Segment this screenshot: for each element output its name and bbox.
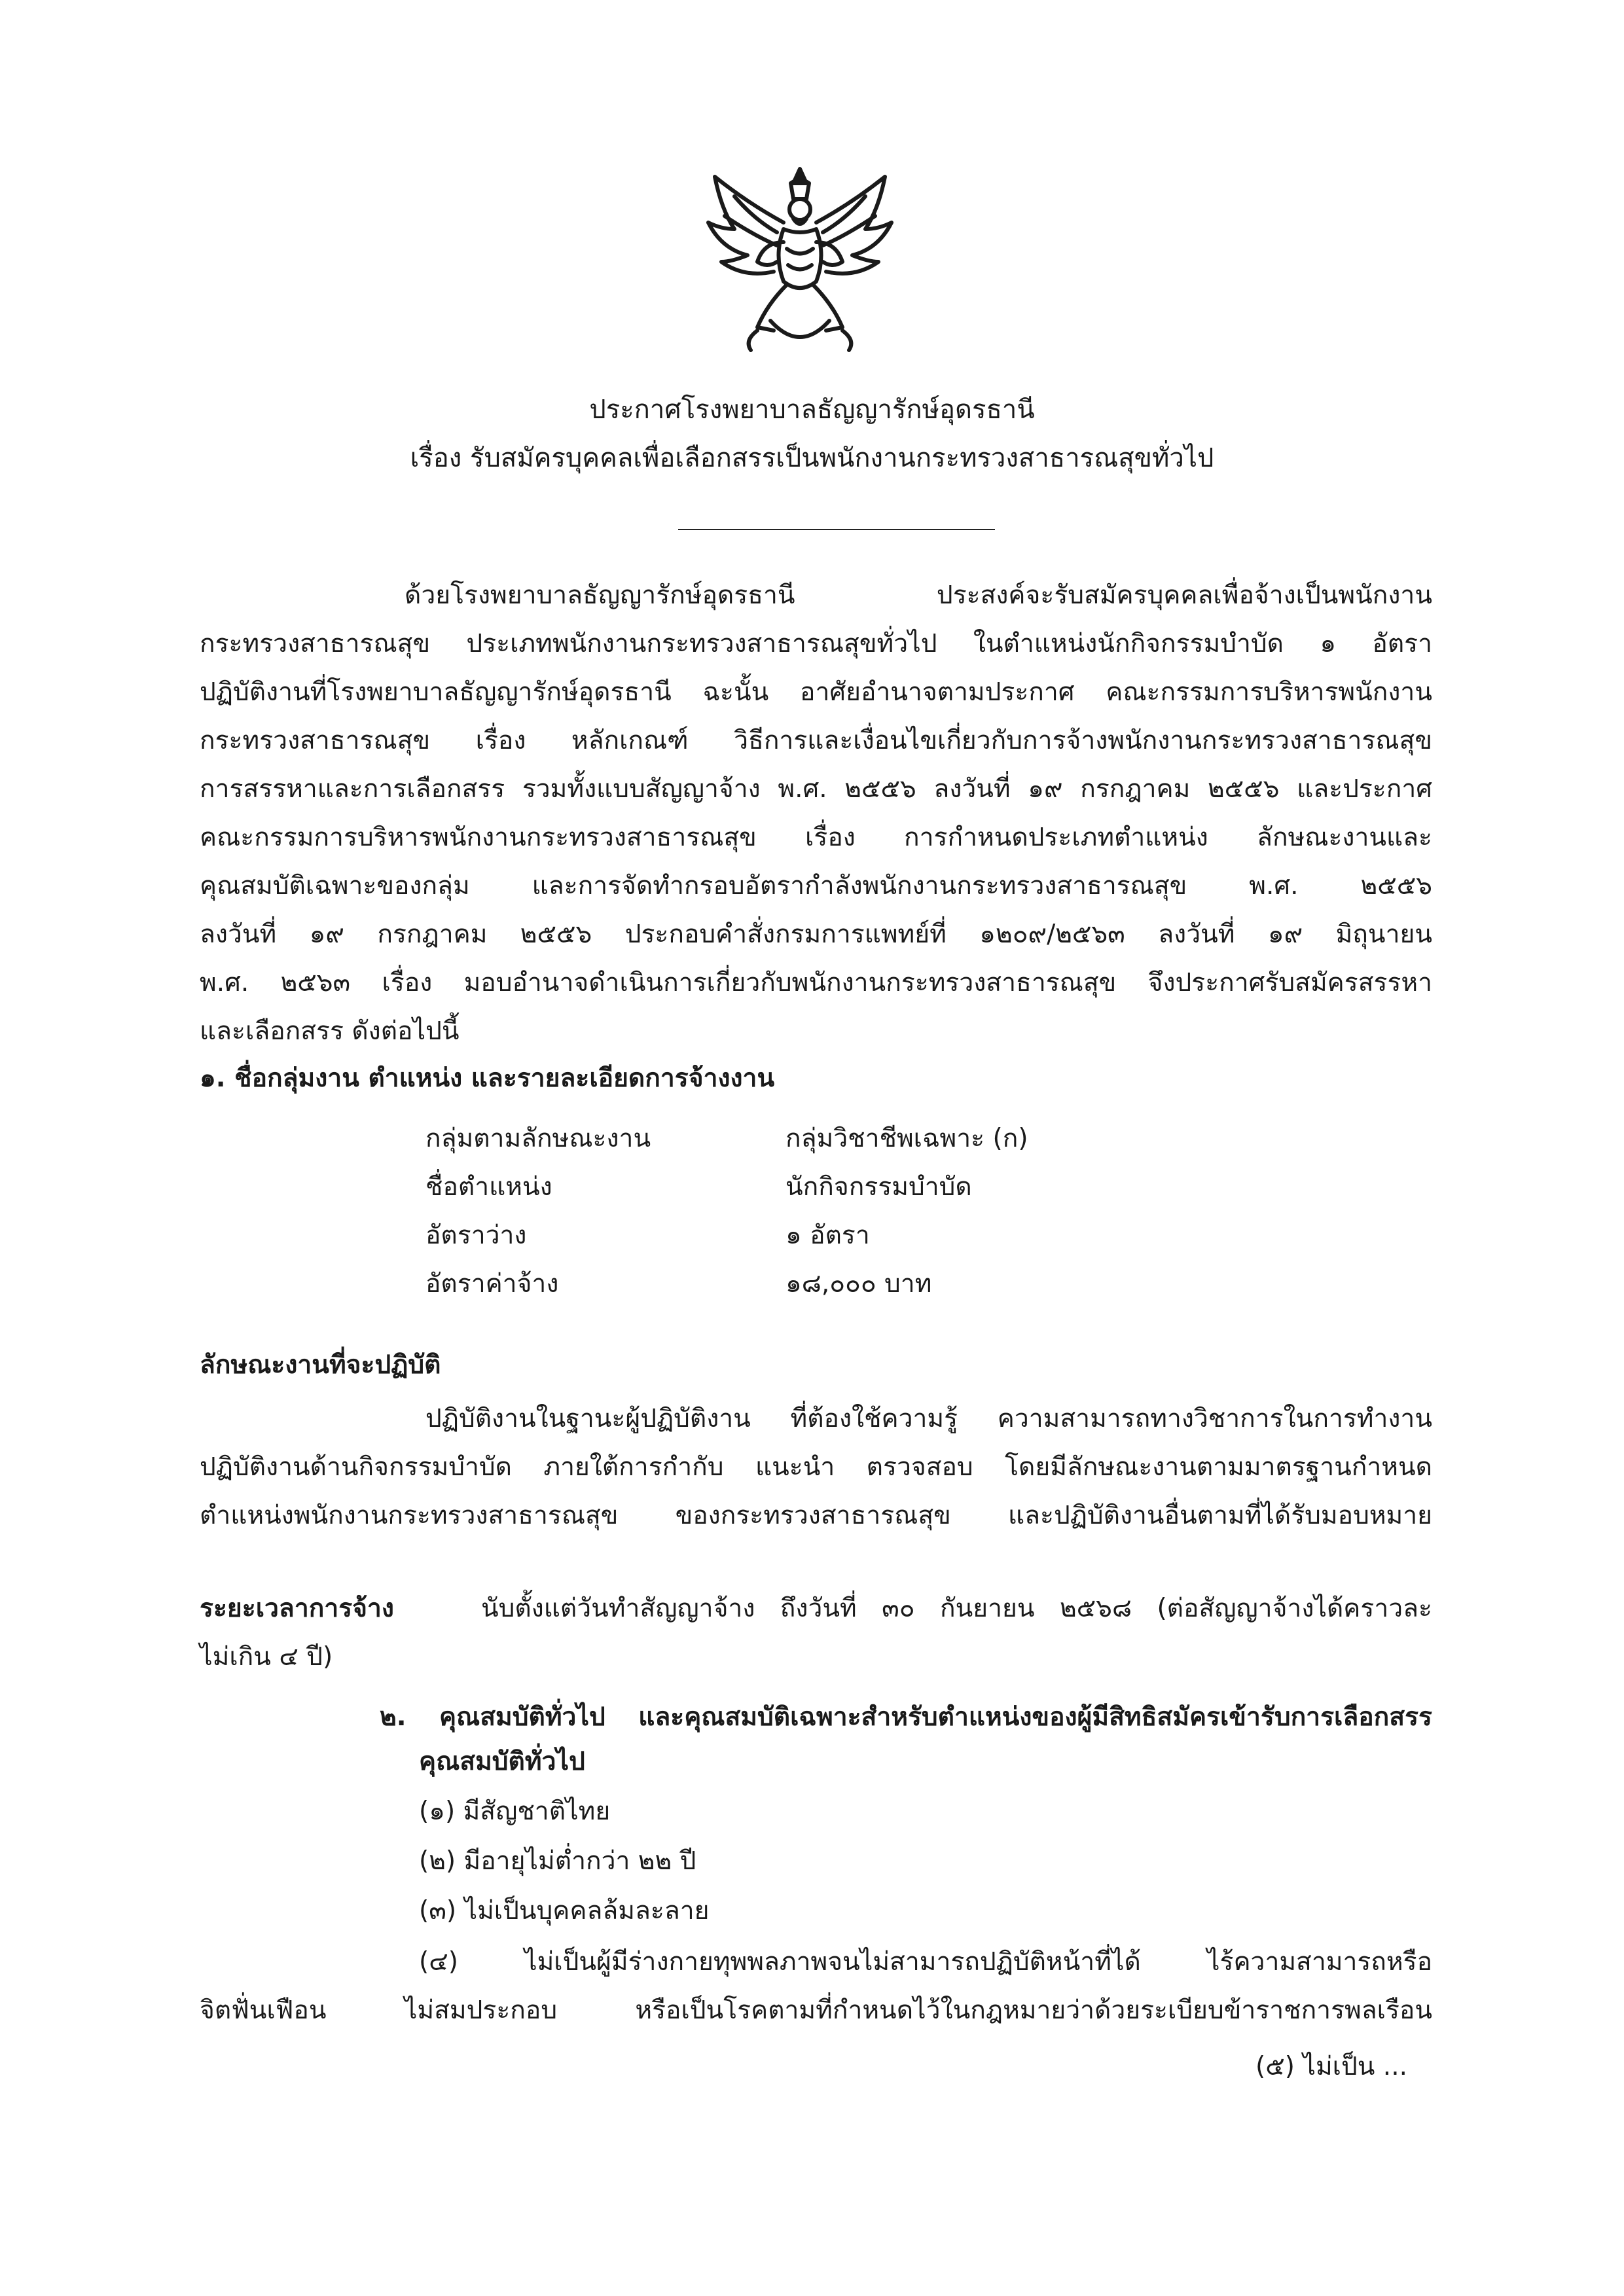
detail-label: กลุ่มตามลักษณะงาน xyxy=(425,1124,651,1153)
intro-line: ปฏิบัติงานที่โรงพยาบาลธัญญารักษ์อุดรธานี ฉะนั้น อาศัยอำนาจตามประกาศ คณะกรรมการบริหารพนักงาน xyxy=(200,677,1432,707)
detail-label: ชื่อตำแหน่ง xyxy=(425,1172,552,1202)
detail-label: อัตราค่าจ้าง xyxy=(425,1269,559,1299)
intro-line: พ.ศ. ๒๕๖๓ เรื่อง มอบอำนาจดำเนินการเกี่ยวกับพนักงานกระทรวงสาธารณสุข จึงประกาศรับสมัครสรรหา xyxy=(200,968,1432,997)
period-label: ระยะเวลาการจ้าง xyxy=(200,1594,394,1623)
duties-heading: ลักษณะงานที่จะปฏิบัติ xyxy=(200,1350,441,1380)
header-divider xyxy=(678,529,995,530)
qualification-item: (๑) มีสัญชาติไทย xyxy=(419,1797,611,1826)
detail-value: ๑ อัตรา xyxy=(785,1221,870,1250)
qualification-item: (๔) ไม่เป็นผู้มีร่างกายทุพพลภาพจนไม่สามารถปฏิบัติหน้าที่ได้ ไร้ความสามารถหรือ xyxy=(419,1947,1432,1977)
page-continuation: (๕) ไม่เป็น ... xyxy=(1255,2052,1408,2081)
duties-line: ตำแหน่งพนักงานกระทรวงสาธารณสุข ของกระทรวงสาธารณสุข และปฏิบัติงานอื่นตามที่ได้รับมอบหมาย xyxy=(200,1501,1432,1530)
intro-line: และเลือกสรร ดังต่อไปนี้ xyxy=(200,1016,460,1046)
duties-line: ปฏิบัติงานด้านกิจกรรมบำบัด ภายใต้การกำกับ แนะนำ ตรวจสอบ โดยมีลักษณะงานตามมาตรฐานกำหนด xyxy=(200,1452,1432,1482)
intro-line: กระทรวงสาธารณสุข เรื่อง หลักเกณฑ์ วิธีการและเงื่อนไขเกี่ยวกับการจ้างพนักงานกระทรวงสาธารณสุข xyxy=(200,726,1432,755)
section1-heading: ๑. ชื่อกลุ่มงาน ตำแหน่ง และรายละเอียดการจ้างงาน xyxy=(200,1064,775,1093)
section2-subheading: คุณสมบัติทั่วไป xyxy=(419,1747,585,1776)
qualification-item: (๒) มีอายุไม่ต่ำกว่า ๒๒ ปี xyxy=(419,1846,696,1876)
period-text: นับตั้งแต่วันทำสัญญาจ้าง ถึงวันที่ ๓๐ กันยายน ๒๕๖๘ (ต่อสัญญาจ้างได้คราวละ xyxy=(481,1594,1432,1623)
announcement-title: ประกาศโรงพยาบาลธัญญารักษ์อุดรธานี xyxy=(589,395,1035,425)
intro-line: การสรรหาและการเลือกสรร รวมทั้งแบบสัญญาจ้าง พ.ศ. ๒๕๕๖ ลงวันที่ ๑๙ กรกฎาคม ๒๕๕๖ และประกาศ xyxy=(200,774,1432,804)
intro-line: ด้วยโรงพยาบาลธัญญารักษ์อุดรธานี ประสงค์จะรับสมัครบุคคลเพื่อจ้างเป็นพนักงาน xyxy=(405,581,1432,610)
intro-line: คุณสมบัติเฉพาะของกลุ่ม และการจัดทำกรอบอัตรากำลังพนักงานกระทรวงสาธารณสุข พ.ศ. ๒๕๕๖ xyxy=(200,871,1432,901)
detail-value: ๑๘,๐๐๐ บาท xyxy=(785,1269,932,1299)
qualification-item: (๓) ไม่เป็นบุคคลล้มละลาย xyxy=(419,1896,710,1926)
announcement-subject: เรื่อง รับสมัครบุคคลเพื่อเลือกสรรเป็นพนักงานกระทรวงสาธารณสุขทั่วไป xyxy=(410,443,1214,473)
intro-line: ลงวันที่ ๑๙ กรกฎาคม ๒๕๕๖ ประกอบคำสั่งกรมการแพทย์ที่ ๑๒๐๙/๒๕๖๓ ลงวันที่ ๑๙ มิถุนายน xyxy=(200,920,1432,949)
detail-value: กลุ่มวิชาชีพเฉพาะ (ก) xyxy=(785,1124,1028,1153)
period-text-cont: ไม่เกิน ๔ ปี) xyxy=(200,1642,333,1672)
detail-label: อัตราว่าง xyxy=(425,1221,527,1250)
detail-value: นักกิจกรรมบำบัด xyxy=(785,1172,972,1202)
qualification-item-cont: จิตฟั่นเฟือน ไม่สมประกอบ หรือเป็นโรคตามที่กำหนดไว้ในกฎหมายว่าด้วยระเบียบข้าราชการพลเรือน xyxy=(200,1996,1432,2025)
section2-heading: ๒. คุณสมบัติทั่วไป และคุณสมบัติเฉพาะสำหรับตำแหน่งของผู้มีสิทธิสมัครเข้ารับการเลือกสรร xyxy=(380,1702,1432,1732)
intro-line: กระทรวงสาธารณสุข ประเภทพนักงานกระทรวงสาธารณสุขทั่วไป ในตำแหน่งนักกิจกรรมบำบัด ๑ อัตรา xyxy=(200,629,1432,658)
garuda-emblem-icon xyxy=(695,164,905,353)
intro-line: คณะกรรมการบริหารพนักงานกระทรวงสาธารณสุข เรื่อง การกำหนดประเภทตำแหน่ง ลักษณะงานและ xyxy=(200,823,1432,852)
duties-line: ปฏิบัติงานในฐานะผู้ปฏิบัติงาน ที่ต้องใช้ความรู้ ความสามารถทางวิชาการในการทำงาน xyxy=(425,1404,1432,1433)
